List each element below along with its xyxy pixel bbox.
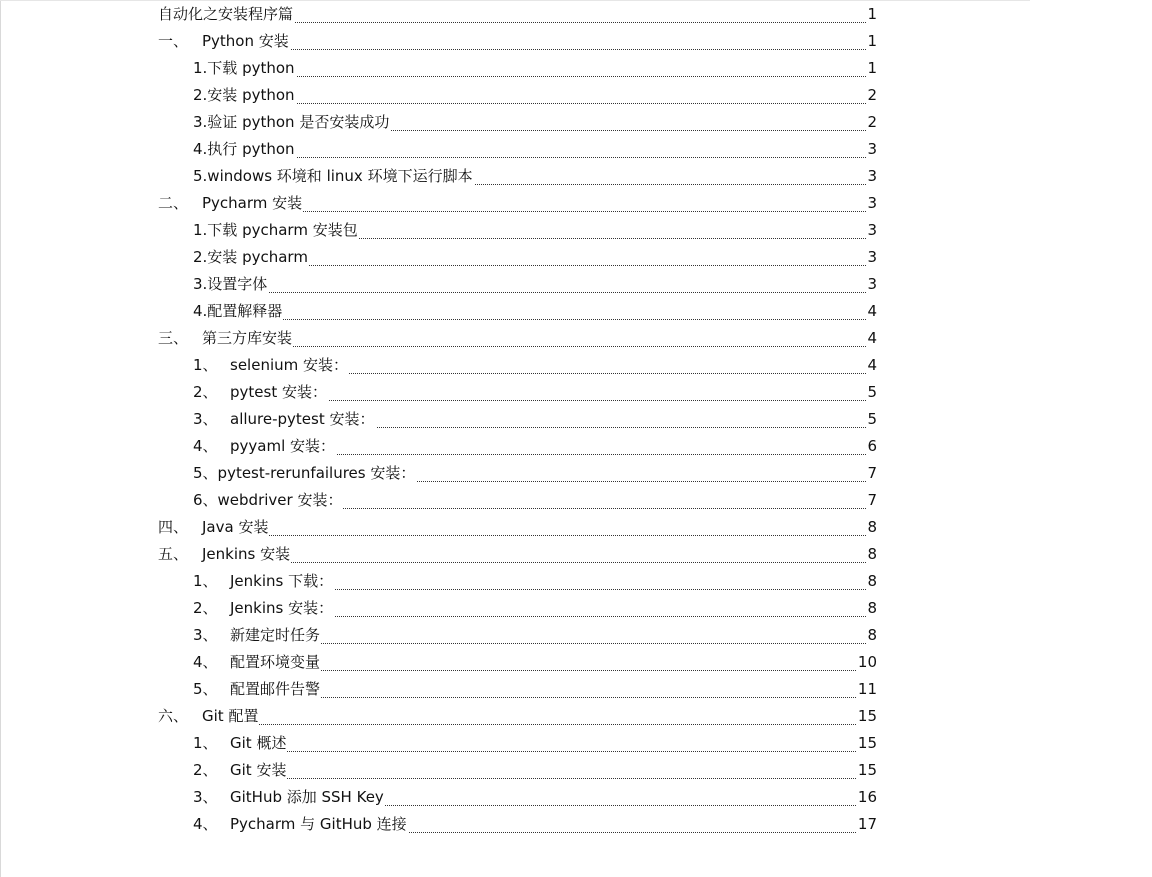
toc-entry[interactable] [0, 271, 1152, 298]
toc-entry-title: 2.安装 python [193, 86, 295, 104]
toc-entry-page-number: 2 [867, 113, 877, 131]
toc-entry[interactable] [0, 622, 1152, 649]
toc-entry-page-number: 15 [857, 761, 877, 779]
toc-entry[interactable] [0, 190, 1152, 217]
toc-entry-page-number: 3 [867, 248, 877, 266]
toc-entry-page-number: 10 [857, 653, 877, 671]
toc-entry-number: 1、 [193, 734, 218, 752]
toc-entry-page-number: 8 [867, 545, 877, 563]
toc-entry[interactable] [0, 460, 1152, 487]
toc-entry-title: allure-pytest 安装： [230, 410, 375, 428]
toc-dot-leader [202, 35, 866, 50]
toc-entry-page-number: 1 [867, 5, 877, 23]
toc-entry-title: 自动化之安装程序篇 [158, 5, 294, 23]
toc-entry-number: 五、 [158, 545, 189, 563]
toc-entry[interactable] [0, 136, 1152, 163]
toc-dot-leader [230, 629, 866, 644]
toc-dot-leader [202, 710, 866, 725]
toc-entry-number: 4、 [193, 653, 218, 671]
toc-entry-page-number: 8 [867, 599, 877, 617]
toc-entry[interactable] [0, 676, 1152, 703]
toc-entry[interactable] [0, 379, 1152, 406]
toc-entry-page-number: 4 [867, 302, 877, 320]
toc-entry-title: Jenkins 下载： [230, 572, 334, 590]
toc-entry-title: 1.下载 python [193, 59, 295, 77]
toc-entry-title: Pycharm 安装 [202, 194, 303, 212]
toc-entry-title: 5.windows 环境和 linux 环境下运行脚本 [193, 167, 473, 185]
toc-entry-title: Git 概述 [230, 734, 287, 752]
toc-entry-title: Jenkins 安装 [202, 545, 291, 563]
toc-entry-page-number: 4 [867, 356, 877, 374]
toc-entry[interactable] [0, 244, 1152, 271]
toc-entry-title: 配置邮件告警 [230, 680, 321, 698]
toc-entry-number: 5、 [193, 680, 218, 698]
toc-entry-page-number: 7 [867, 491, 877, 509]
toc-entry-page-number: 4 [867, 329, 877, 347]
toc-entry-title: 第三方库安装 [202, 329, 293, 347]
toc-entry-title: Git 配置 [202, 707, 259, 725]
toc-entry-title: 4.配置解释器 [193, 302, 283, 320]
toc-dot-leader [230, 683, 866, 698]
toc-entry[interactable] [0, 325, 1152, 352]
toc-entry-title: Git 安装 [230, 761, 287, 779]
toc-entry[interactable] [0, 109, 1152, 136]
toc-entry[interactable] [0, 784, 1152, 811]
toc-entry-page-number: 5 [867, 383, 877, 401]
toc-entry-title: 3.验证 python 是否安装成功 [193, 113, 390, 131]
toc-entry[interactable] [0, 703, 1152, 730]
toc-entry-number: 4、 [193, 437, 218, 455]
toc-dot-leader [202, 332, 866, 347]
toc-dot-leader [230, 737, 866, 752]
toc-entry-number: 三、 [158, 329, 189, 347]
toc-entry-title: selenium 安装： [230, 356, 349, 374]
toc-entry[interactable] [0, 730, 1152, 757]
toc-entry[interactable] [0, 541, 1152, 568]
toc-entry[interactable] [0, 514, 1152, 541]
toc-entry-title: 新建定时任务 [230, 626, 321, 644]
toc-entry-number: 3、 [193, 410, 218, 428]
toc-entry[interactable] [0, 298, 1152, 325]
toc-dot-leader [202, 548, 866, 563]
toc-entry[interactable] [0, 487, 1152, 514]
toc-entry-page-number: 2 [867, 86, 877, 104]
toc-entry-number: 二、 [158, 194, 189, 212]
toc-entry-page-number: 3 [867, 167, 877, 185]
toc-entry-title: 配置环境变量 [230, 653, 321, 671]
toc-entry[interactable] [0, 82, 1152, 109]
toc-entry-number: 1、 [193, 572, 218, 590]
toc-entry[interactable] [0, 406, 1152, 433]
toc-entry[interactable] [0, 811, 1152, 838]
toc-dot-leader [193, 278, 866, 293]
toc-entry-page-number: 8 [867, 572, 877, 590]
toc-entry[interactable] [0, 163, 1152, 190]
toc-entry-number: 2、 [193, 761, 218, 779]
toc-entry-page-number: 17 [857, 815, 877, 833]
toc-entry[interactable] [0, 1, 1152, 28]
toc-entry-number: 3、 [193, 626, 218, 644]
toc-entry-title: GitHub 添加 SSH Key [230, 788, 384, 806]
toc-entry[interactable] [0, 55, 1152, 82]
toc-entry[interactable] [0, 649, 1152, 676]
toc-entry-number: 一、 [158, 32, 189, 50]
toc-entry-page-number: 3 [867, 221, 877, 239]
toc-entry[interactable] [0, 352, 1152, 379]
toc-entry-page-number: 8 [867, 626, 877, 644]
toc-entry-number: 四、 [158, 518, 189, 536]
toc-entry-title: Java 安装 [202, 518, 269, 536]
toc-entry-number: 3、 [193, 788, 218, 806]
toc-dot-leader [230, 764, 866, 779]
toc-entry-page-number: 1 [867, 32, 877, 50]
toc-entry[interactable] [0, 217, 1152, 244]
toc-entry-title: 1.下载 pycharm 安装包 [193, 221, 358, 239]
toc-dot-leader [193, 305, 866, 320]
toc-entry-title: pytest 安装： [230, 383, 327, 401]
toc-entry-number: 六、 [158, 707, 189, 725]
toc-entry-page-number: 15 [857, 707, 877, 725]
toc-entry-page-number: 3 [867, 140, 877, 158]
toc-entry-page-number: 11 [857, 680, 877, 698]
toc-entry-title: Python 安装 [202, 32, 289, 50]
toc-entry-page-number: 16 [857, 788, 877, 806]
toc-entry-title: 4.执行 python [193, 140, 295, 158]
toc-entry-page-number: 6 [867, 437, 877, 455]
toc-entry[interactable] [0, 28, 1152, 55]
toc-entry-page-number: 7 [867, 464, 877, 482]
toc-entry[interactable] [0, 568, 1152, 595]
toc-entry-page-number: 1 [867, 59, 877, 77]
toc-entry-number: 4、 [193, 815, 218, 833]
toc-entry-title: 6、webdriver 安装： [193, 491, 343, 509]
toc-entry-number: 1、 [193, 356, 218, 374]
toc-dot-leader [202, 521, 866, 536]
toc-entry-title: pyyaml 安装： [230, 437, 336, 455]
toc-entry-title: Pycharm 与 GitHub 连接 [230, 815, 407, 833]
toc-dot-leader [230, 656, 866, 671]
toc-entry-number: 2、 [193, 383, 218, 401]
toc-entry[interactable] [0, 433, 1152, 460]
toc-entry-page-number: 3 [867, 194, 877, 212]
toc-entry-page-number: 8 [867, 518, 877, 536]
toc-entry-number: 2、 [193, 599, 218, 617]
toc-entry-page-number: 3 [867, 275, 877, 293]
toc-entry[interactable] [0, 595, 1152, 622]
toc-entry-title: 2.安装 pycharm [193, 248, 308, 266]
toc-entry-page-number: 15 [857, 734, 877, 752]
toc-entry-title: 5、pytest-rerunfailures 安装： [193, 464, 416, 482]
toc-entry[interactable] [0, 757, 1152, 784]
toc-entry-page-number: 5 [867, 410, 877, 428]
toc-entry-title: Jenkins 安装： [230, 599, 334, 617]
toc-entry-title: 3.设置字体 [193, 275, 268, 293]
